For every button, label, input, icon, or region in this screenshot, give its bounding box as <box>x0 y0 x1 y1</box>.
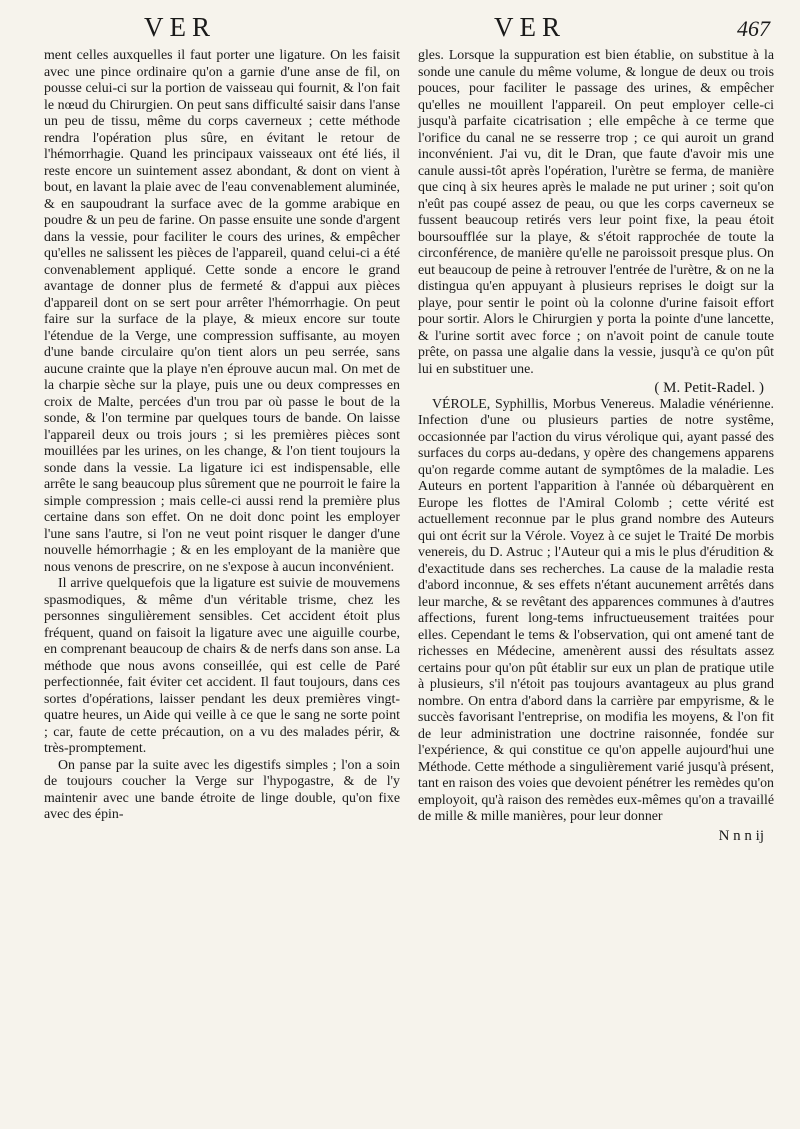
running-header <box>44 14 774 48</box>
signature-mark: N n n ij <box>718 827 764 844</box>
entry-verole: VÉROLE, Syphillis, Morbus Venereus. Maladie vénérienne. Infection d'une ou plusieurs parties de notre systême, occasionnée par l'action du virus vérolique qui, ayant passé des surfaces du corps au-dedans, y opère des changemens apparens qu'on regarde comme autant de symptômes de la maladie. Les Auteurs en portent l'apparition à l'année où débarquèrent en Europe les flottes de l'Amiral Colomb ; cette vérité est actuellement reconnue par le plus grand nombre des Auteurs qui ont écrit sur la Vérole. Voyez à ce sujet le Traité De morbis venereis, du D. Astruc ; l'Auteur qui a mis le plus d'érudition & d'exactitude dans ses recherches. La cause de la maladie resta d'abord inconnue, & ses effets n'étant aucunement arrêtés dans leur marche, & se revêtant des apparences communes à d'autres affections, furent long-tems infructueusement traitées pour elles. Cependant le tems & l'observation, qui ont amené tant de richesses en Médecine, amenèrent aussi des résultats assez certains pour qu'on pût établir sur eux un plan de pratique utile à plusieurs, s'il n'étoit pas toujours avantageux au plus grand nombre. On entra d'abord dans la carrière par empyrisme, & le succès favorisant l'entreprise, on modifia les moyens, & l'on fit de leur administration une doctrine raisonnée, fondée sur l'expérience, & qui constitue ce qu'on appelle aujourd'hui une Méthode. Cette méthode a singulièrement varié jusqu'à présent, tant en raison des voies que devoient pénétrer les remèdes qu'on employoit, qu'à raison des remèdes eux-mêmes qu'on a travaillé de mille & mille manières, pour leur donner <box>418 396 774 824</box>
paragraph: ment celles auxquelles il faut porter une ligature. On les faisit avec une pince ordinaire qu'on a garnie d'une anse de fil, on pousse celui-ci sur la portion de vaisseau qui fournit, & l'on fait le nœud du Chirurgien. On peut sans difficulté saisir dans l'anse un peu de tissu, même du corps caverneux ; cette méthode rendra l'opération plus sûre, en évitant le retour de l'hémorrhagie. Quand les principaux vaisseaux ont été liés, il reste encore un suintement assez abondant, & dont on vient à bout, en lavant la plaie avec de l'eau convenablement aluminée, & en saupoudrant la surface avec de la gomme arabique en poudre & un peu de farine. On passe ensuite une sonde d'argent dans la vessie, pour faciliter le cours des urines, & empêcher qu'elles ne salissent les pièces de l'appareil, quand celui-ci a été convenablement appliqué. Cette sonde a encore le grand avantage de donner plus de fermeté & d'appui aux pièces d'appareil dont on se sert pour arrêter l'hémorrhagie. On peut faire sur la surface de la playe, & mieux encore sur toute l'étendue de la Verge, une compression suffisante, au moyen d'une bande circulaire qu'on tient alors un peu serrée, sans aucune crainte que la playe n'en éprouve aucun mal. On met de la charpie sèche sur la playe, puis une ou deux compresses en croix de Malte, percées d'un trou par où passe le bout de la sonde, & l'on termine par quelques tours de bande. On laisse l'appareil deux ou trois jours ; si les premières pièces sont mouillées par les urines, on les change, & l'on tient toujours la sonde dans la vessie. La ligature ici est indispensable, elle arrête le sang beaucoup plus sûrement que ne pourroit le faire la simple compression ; mais celle-ci aussi rend la première plus certaine dans son effet. On ne doit donc point les employer l'une sans l'autre, si l'on ne veut point risquer le danger d'une nouvelle hémorrhagie ; & en les employant de la manière que nous venons de prescrire, on ne s'expose à aucun inconvénient. <box>44 48 400 575</box>
paragraph: gles. Lorsque la suppuration est bien établie, on substitue à la sonde une canule du même volume, & longue de deux ou trois pouces, pour faciliter le passage des urines, & empêcher qu'elles ne mouillent l'appareil. On peut employer celle-ci jusqu'à parfaite cicatrisation ; elle empêche à ce terme que l'orifice du canal ne se resserre trop ; ce qui auroit un grand inconvénient. J'ai vu, dit le Dran, que faute d'avoir mis une canule aussi-tôt après l'opération, l'urètre se ferma, de manière que cinq à six heures après le malade ne put uriner ; soit qu'on n'eût pas coupé assez de peau, ou que les corps caverneux se fussent beaucoup retirés vers leur point fixe, la peau étoit boursoufflée sur la playe, & s'étoit rapprochée de toute la circonférence, de manière qu'elle ne paroissoit presque plus. On eut beaucoup de peine à retrouver l'entrée de l'urètre, & on ne la distingua qu'en appuyant à plusieurs reprises le doigt sur la playe, pour sentir le point où la colonne d'urine faisoit effort pour sortir. Alors le Chirurgien y porta la pointe d'une lancette, & l'urine sortit avec force ; on n'avoit point de canule toute prête, on passa une algalie dans la vessie, jusqu'à ce qu'on pût lui en substituer une. <box>418 48 774 377</box>
text-columns <box>44 48 774 844</box>
paragraph: On panse par la suite avec les digestifs simples ; l'on a soin de toujours coucher la Verge sur l'hypogastre, & de l'y maintenir avec une bande étroite de linge double, qu'on fixe avec des épin- <box>44 757 400 822</box>
right-column <box>418 48 774 844</box>
running-head-right: VER <box>494 12 566 42</box>
left-column <box>44 48 400 844</box>
running-head-left: VER <box>144 12 216 42</box>
page-number: 467 <box>737 16 770 41</box>
author-signature: ( M. Petit-Radel. ) <box>654 380 764 396</box>
paragraph: Il arrive quelquefois que la ligature est suivie de mouvemens spasmodiques, & même d'un véritable trisme, chez les personnes singulièrement sensibles. Cet accident étoit plus fréquent, quand on faisoit la ligature avec une aiguille courbe, en comprenant beaucoup de chairs & de nerfs dans son anse. La méthode que nous avons conseillée, qui est celle de Paré perfectionnée, fait éviter cet accident. Il faut toujours, dans ces sortes d'opérations, laisser pendant les deux premières vingt-quatre heures, un Aide qui veille à ce que le sang ne sorte point ; car, faute de cette précaution, on a vu des malades périr, & très-promptement. <box>44 576 400 756</box>
